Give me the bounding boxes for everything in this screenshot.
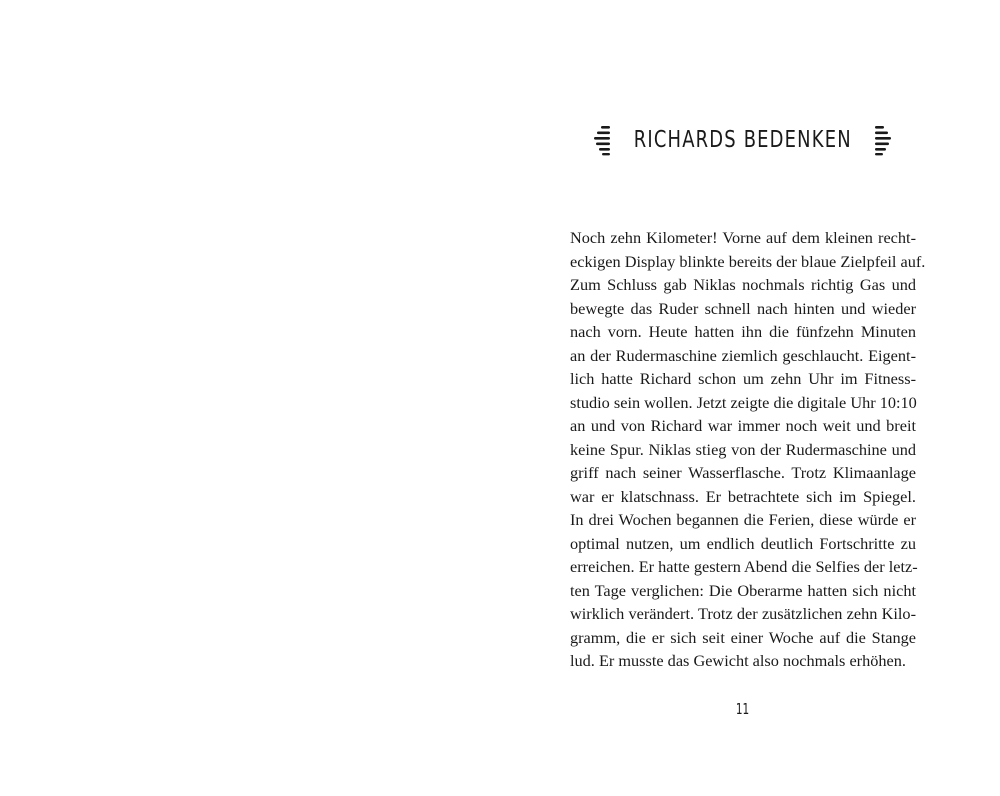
text-line: Zum Schluss gab Niklas nochmals richtig Gas und bbox=[570, 275, 916, 294]
text-line: bewegte das Ruder schnell nach hinten und wieder bbox=[570, 298, 916, 318]
striped-bar-ornament-right-icon bbox=[872, 123, 892, 157]
page-number: 11 bbox=[735, 700, 750, 718]
striped-bar-ornament-left-icon bbox=[593, 123, 613, 157]
text-line: an der Rudermaschine ziemlich geschlaucht. Eigent- bbox=[570, 345, 916, 365]
text-line: lich hatte Richard schon um zehn Uhr im Fitness- bbox=[570, 369, 916, 388]
text-line: an und von Richard war immer noch weit und breit bbox=[570, 416, 916, 435]
text-line: war er klatschnass. Er betrachtete sich im Spiegel. bbox=[570, 486, 916, 506]
text-line: griff nach seiner Wasserflasche. Trotz Klimaanlage bbox=[570, 463, 916, 482]
text-line: nach vorn. Heute hatten ihn die fünfzehn Minuten bbox=[570, 322, 916, 341]
text-line: optimal nutzen, um endlich deutlich Fortschritte zu bbox=[570, 533, 916, 553]
chapter-title: RICHARDS BEDENKEN bbox=[633, 127, 852, 153]
chapter-heading bbox=[570, 120, 915, 160]
text-line: gramm, die er sich seit einer Woche auf die Stange bbox=[570, 627, 916, 647]
text-line: Noch zehn Kilometer! Vorne auf dem kleinen recht- bbox=[570, 228, 916, 247]
text-line: ten Tage verglichen: Die Oberarme hatten sich nicht bbox=[570, 580, 916, 600]
text-line: lud. Er musste das Gewicht also nochmals erhöhen. bbox=[570, 651, 906, 670]
chapter-paragraph bbox=[570, 226, 926, 673]
text-line: eckigen Display blinkte bereits der blaue Zielpfeil auf. bbox=[570, 251, 926, 271]
text-line: In drei Wochen begannen die Ferien, diese würde er bbox=[570, 510, 916, 529]
text-line: studio sein wollen. Jetzt zeigte die digitale Uhr 10:10 bbox=[570, 392, 917, 412]
text-line: erreichen. Er hatte gestern Abend die Selfies der letz- bbox=[570, 557, 918, 576]
text-line: wirklich verändert. Trotz der zusätzlichen zehn Kilo- bbox=[570, 604, 916, 623]
text-line: keine Spur. Niklas stieg von der Rudermaschine und bbox=[570, 439, 916, 459]
